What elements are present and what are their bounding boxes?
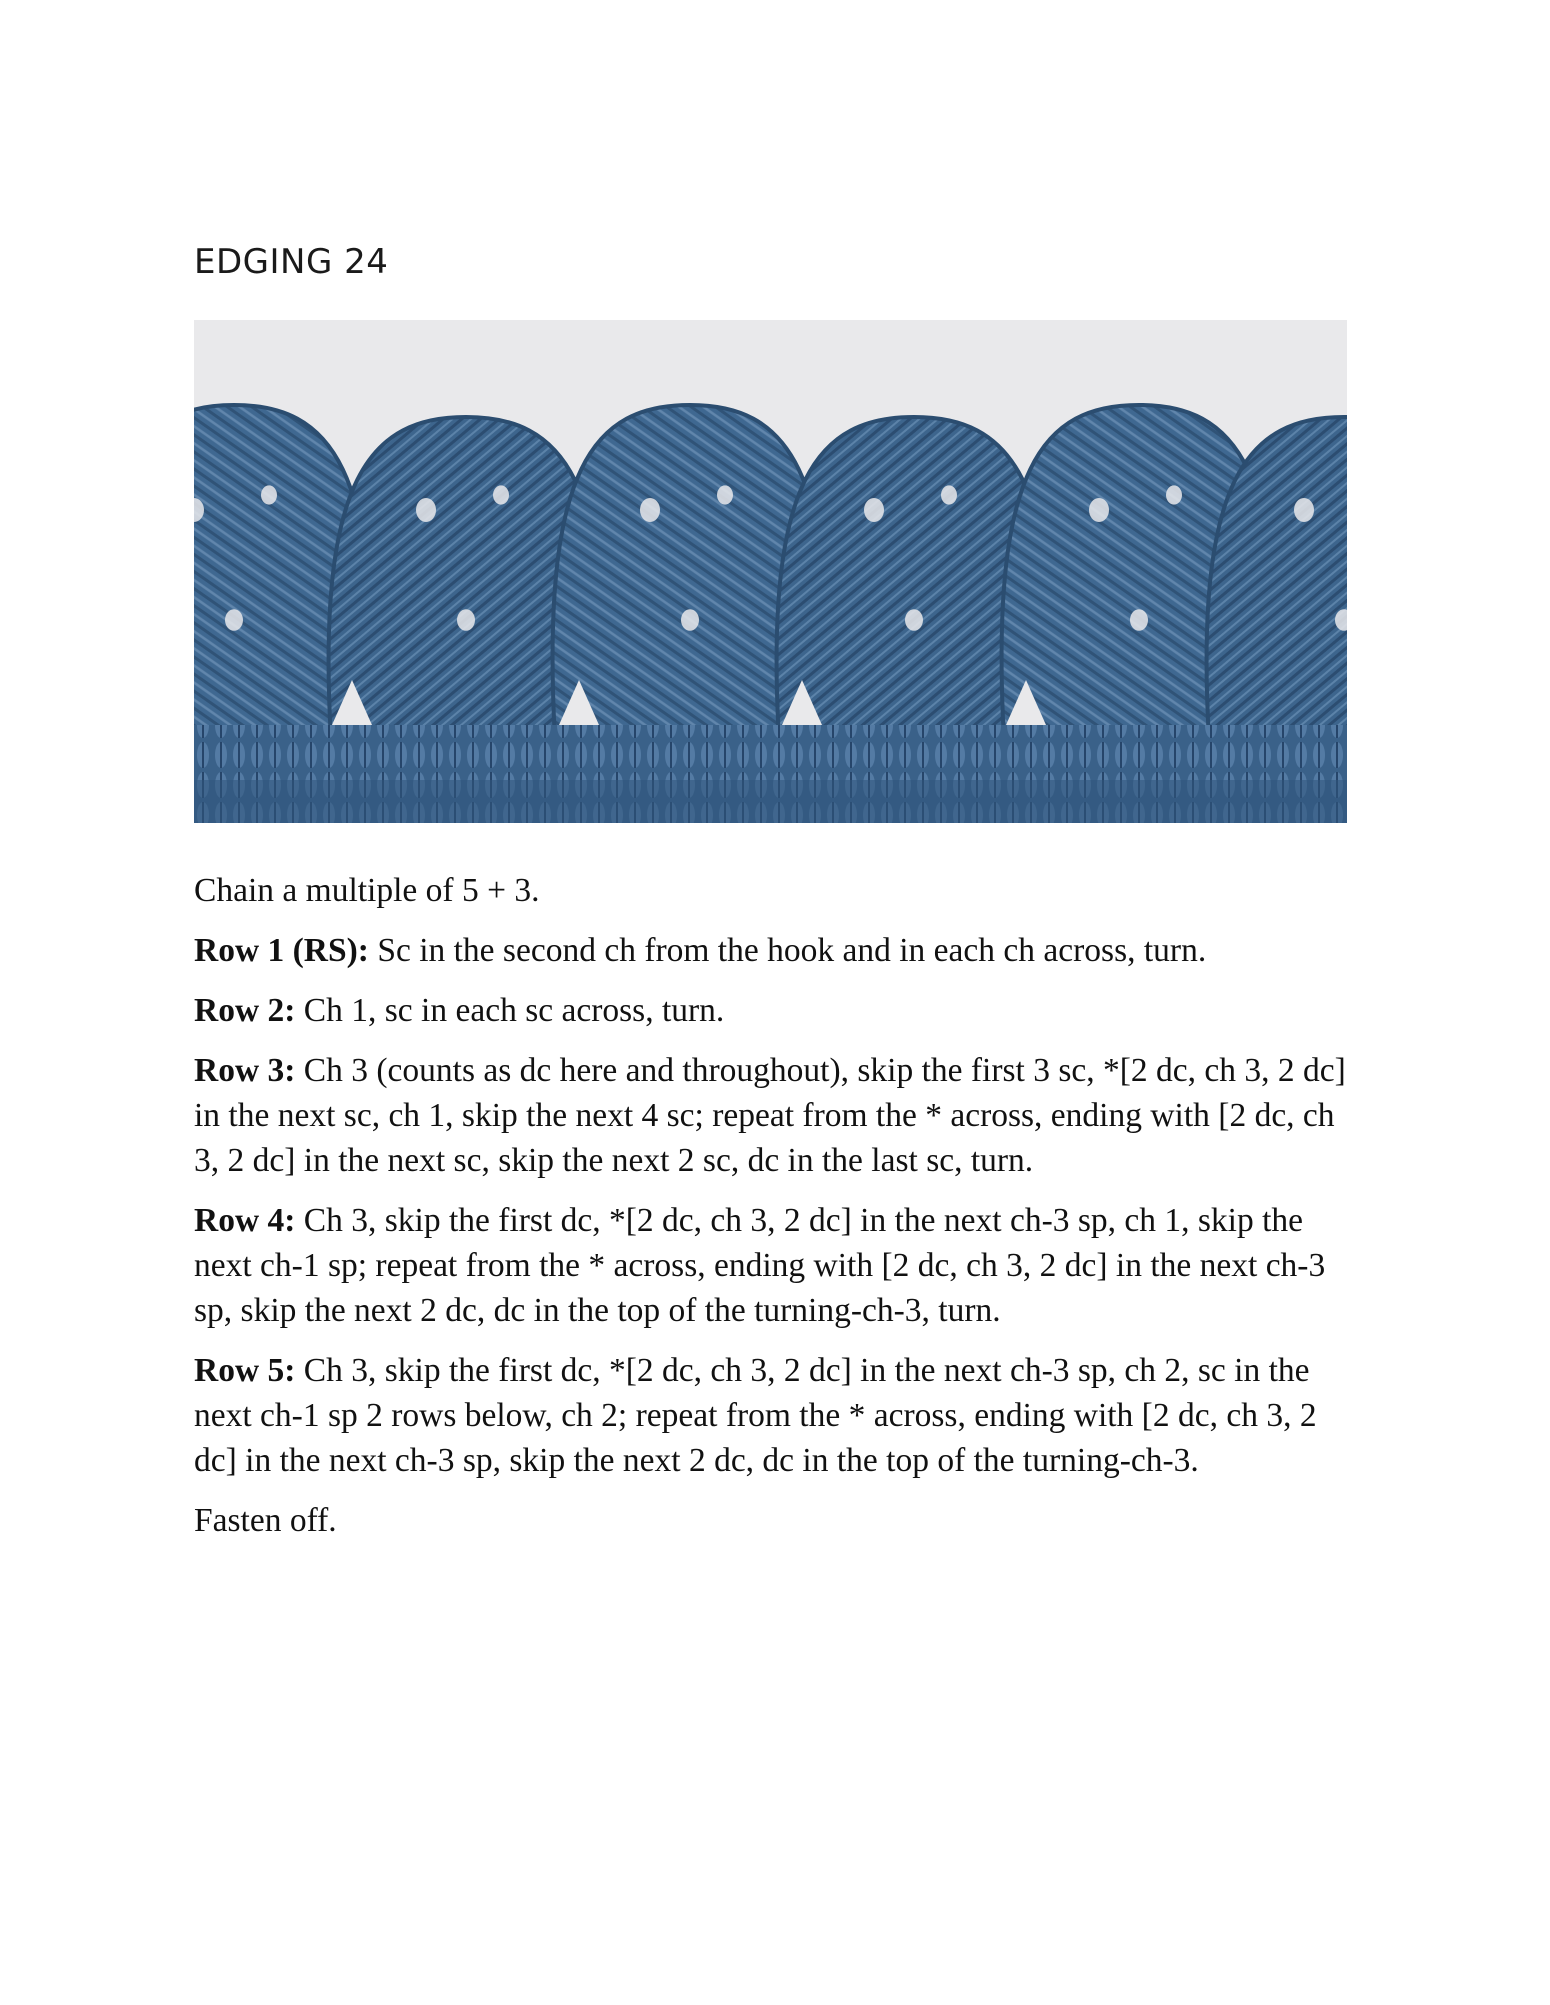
instruction-text: Ch 1, sc in each sc across, turn.	[303, 992, 725, 1029]
crochet-edging-photo	[194, 320, 1347, 823]
instruction-text: Sc in the second ch from the hook and in each ch across, turn.	[377, 932, 1207, 969]
pattern-instructions	[194, 868, 1359, 1558]
instruction-paragraph	[194, 1198, 1359, 1333]
instruction-paragraph	[194, 1498, 1359, 1543]
instruction-text: Chain a multiple of 5 + 3.	[194, 872, 540, 909]
instruction-paragraph	[194, 928, 1359, 973]
row-label: Row 3:	[194, 1052, 296, 1089]
instruction-paragraph	[194, 988, 1359, 1033]
instruction-text: Ch 3, skip the first dc, *[2 dc, ch 3, 2 dc] in the next ch-3 sp, ch 2, sc in the next ch-1 sp 2 rows below, ch 2; repeat from the * across, ending with [2 dc, ch 3, 2 dc] in the next ch-3 sp, skip the next 2 dc, dc in the top of the turning-ch-3.	[194, 1352, 1317, 1479]
crochet-base-row	[194, 780, 1347, 823]
instruction-text: Ch 3 (counts as dc here and throughout), skip the first 3 sc, *[2 dc, ch 3, 2 dc] in the next sc, ch 1, skip the next 4 sc; repeat from the * across, ending with [2 dc, ch 3, 2 dc] in the next sc, skip the next 2 sc, dc in the last sc, turn.	[194, 1052, 1346, 1179]
instruction-paragraph	[194, 1348, 1359, 1483]
instruction-text: Ch 3, skip the first dc, *[2 dc, ch 3, 2 dc] in the next ch-3 sp, ch 1, skip the next ch-1 sp; repeat from the * across, ending with [2 dc, ch 3, 2 dc] in the next ch-3 sp, skip the next 2 dc, dc in the top of the turning-ch-3, turn.	[194, 1202, 1326, 1329]
page-title: EDGING 24	[194, 242, 389, 282]
row-label: Row 4:	[194, 1202, 296, 1239]
row-label: Row 5:	[194, 1352, 296, 1389]
row-label: Row 2:	[194, 992, 296, 1029]
instruction-paragraph	[194, 868, 1359, 913]
crochet-edging-swatch-icon	[194, 320, 1347, 823]
row-label: Row 1 (RS):	[194, 932, 369, 969]
instruction-text: Fasten off.	[194, 1502, 337, 1539]
instruction-paragraph	[194, 1048, 1359, 1183]
